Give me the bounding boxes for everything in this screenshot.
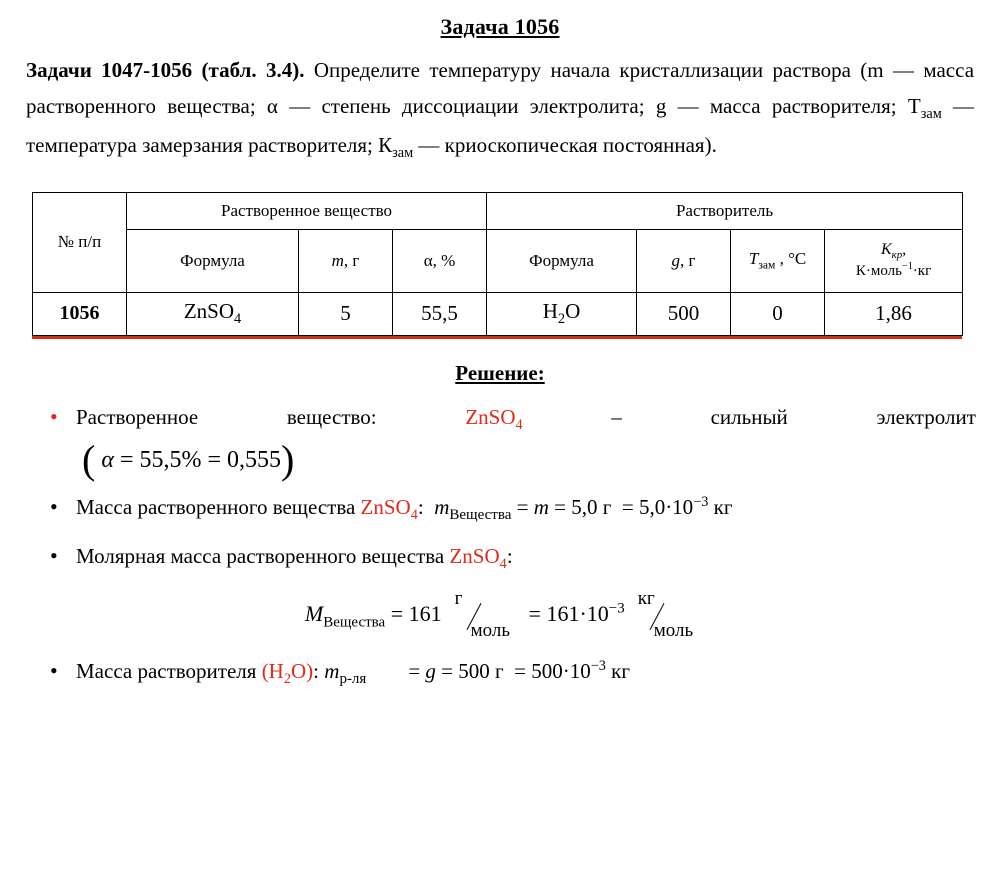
table-header-no: № п/п — [33, 192, 127, 292]
solute-label-1: • Растворенное — [76, 404, 199, 429]
list-item — [46, 492, 970, 527]
table-header-solute-formula: Формула — [127, 229, 299, 292]
alpha-formula: ( α = 55,5% = 0,555 ) — [82, 437, 295, 483]
solute-dash: – — [611, 404, 622, 429]
table-row — [33, 292, 963, 335]
solute-formula-2: ZnSO$_4$ — [360, 495, 418, 524]
table-header-m: m, г — [299, 229, 393, 292]
solute-label-2: вещество: — [286, 404, 377, 429]
table-header-solvent-formula: Формула — [487, 229, 637, 292]
page-title: Задача 1056 — [440, 14, 560, 39]
cell-alpha: 55,5 — [393, 292, 487, 335]
list-item — [46, 541, 970, 576]
data-table-wrapper — [32, 192, 970, 336]
table-header-tfreeze: $T_{зам}$ , °С — [731, 229, 825, 292]
table-group-solvent: Растворитель — [487, 192, 963, 229]
document-page — [0, 14, 1000, 879]
mass-solute-colon: : — [417, 495, 435, 520]
data-table — [32, 192, 963, 336]
table-header-kcryo: $K_{кр}$, К·моль$^{-1}$·кг — [825, 229, 963, 292]
cell-tfreeze: 0 — [731, 292, 825, 335]
mass-solute-text: Масса растворенного вещества — [76, 495, 361, 520]
solution-line-1 — [76, 402, 976, 437]
problem-statement — [26, 52, 974, 166]
table-header-row — [33, 229, 963, 292]
molar-mass-colon: : — [506, 543, 513, 568]
cell-kcryo: 1,86 — [825, 292, 963, 335]
solute-word3: сильный — [710, 404, 788, 429]
problem-statement-text: Определите температуру начала кристаллизации раствора (m — масса растворенного вещества; α — степень диссоциации электролита; g — масса растворителя; $Т_{зам}$ — температура замерзания растворителя; $К_{зам}$ — криоскопическая постоянная). — [26, 58, 975, 162]
table-header-alpha: α, % — [393, 229, 487, 292]
table-group-header-row — [33, 192, 963, 229]
problem-statement-bold: Задачи 1047-1056 (табл. 3.4). — [26, 58, 305, 82]
molar-mass-text: Молярная масса растворенного вещества — [76, 543, 450, 568]
mass-solvent-colon: : — [313, 658, 325, 683]
table-group-solute: Растворенное вещество — [127, 192, 487, 229]
mass-solvent-formula: $m_{р-ля}$ = g = 500 $г = 500\cdot 10^{-3}$ кг — [324, 657, 630, 687]
solution-list-2 — [0, 656, 1000, 691]
solution-list — [0, 402, 1000, 576]
list-item — [46, 402, 976, 483]
mass-solvent-text: Масса растворителя — [76, 658, 262, 683]
solvent-formula: $(H_2O)$ — [261, 658, 314, 687]
cell-m: 5 — [299, 292, 393, 335]
cell-no: 1056 — [33, 292, 127, 335]
solution-heading: Решение: — [455, 360, 545, 385]
list-item — [46, 656, 970, 691]
solute-word4: электролит — [876, 404, 976, 429]
table-header-g: g, г — [637, 229, 731, 292]
red-rule — [32, 336, 962, 339]
cell-g: 500 — [637, 292, 731, 335]
molar-mass-formula: $M_{Вещества} = 161$ г моль = $161\cdot 10^{-3}$ кг моль — [304, 587, 694, 641]
solute-formula-3: ZnSO$_4$ — [449, 543, 507, 573]
solute-formula-1: ZnSO$_4$ — [465, 404, 523, 433]
cell-solute-formula: ZnSO$_4$ — [127, 292, 299, 335]
cell-solvent-formula: $H_2O$ — [487, 292, 637, 335]
mass-solute-formula: $m_{Вещества} = m = 5,0$ $г = 5,0\cdot 10^{-3}$ кг — [434, 494, 733, 524]
